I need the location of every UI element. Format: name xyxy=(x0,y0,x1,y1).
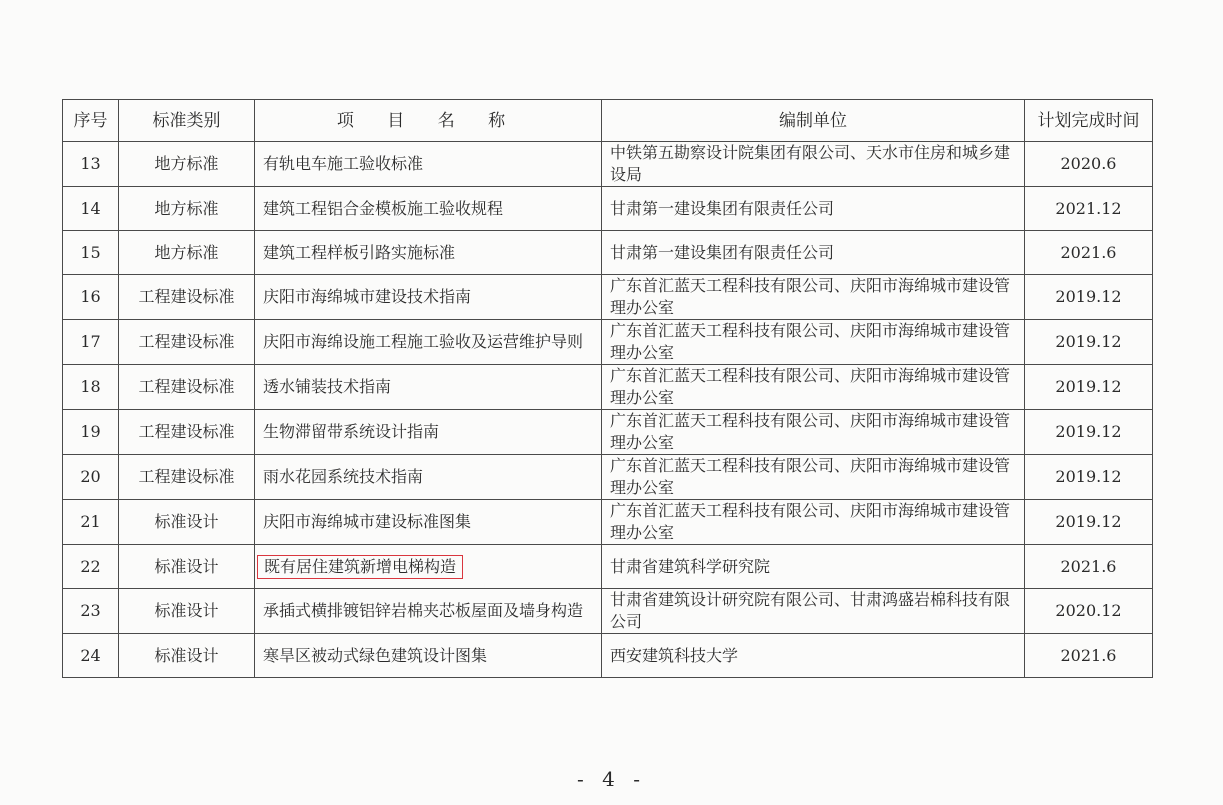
cell-date: 2019.12 xyxy=(1025,320,1153,365)
table-row xyxy=(63,545,1153,589)
header-name xyxy=(255,100,602,142)
cell-org: 甘肃第一建设集团有限责任公司 xyxy=(602,231,1025,275)
cell-seq: 14 xyxy=(63,187,119,231)
cell-category: 标准设计 xyxy=(119,545,255,589)
cell-category: 标准设计 xyxy=(119,634,255,678)
cell-name: 有轨电车施工验收标准 xyxy=(255,142,602,187)
cell-seq: 22 xyxy=(63,545,119,589)
cell-date: 2019.12 xyxy=(1025,455,1153,500)
cell-org: 中铁第五勘察设计院集团有限公司、天水市住房和城乡建设局 xyxy=(602,142,1025,187)
page-number: - 4 - xyxy=(577,767,646,791)
cell-category: 地方标准 xyxy=(119,142,255,187)
table-row xyxy=(63,275,1153,320)
cell-category: 工程建设标准 xyxy=(119,320,255,365)
cell-org: 广东首汇蓝天工程科技有限公司、庆阳市海绵城市建设管理办公室 xyxy=(602,500,1025,545)
cell-category: 地方标准 xyxy=(119,187,255,231)
table-row xyxy=(63,455,1153,500)
table-row xyxy=(63,410,1153,455)
cell-seq: 13 xyxy=(63,142,119,187)
cell-category: 工程建设标准 xyxy=(119,275,255,320)
cell-name xyxy=(255,545,602,589)
cell-name: 庆阳市海绵城市建设技术指南 xyxy=(255,275,602,320)
cell-org: 甘肃省建筑设计研究院有限公司、甘肃鸿盛岩棉科技有限公司 xyxy=(602,589,1025,634)
table-header-row xyxy=(63,100,1153,142)
cell-seq: 15 xyxy=(63,231,119,275)
cell-name: 雨水花园系统技术指南 xyxy=(255,455,602,500)
cell-category: 标准设计 xyxy=(119,589,255,634)
cell-seq: 18 xyxy=(63,365,119,410)
cell-seq: 19 xyxy=(63,410,119,455)
cell-name: 庆阳市海绵设施工程施工验收及运营维护导则 xyxy=(255,320,602,365)
cell-name: 庆阳市海绵城市建设标准图集 xyxy=(255,500,602,545)
table-row xyxy=(63,187,1153,231)
cell-date: 2021.6 xyxy=(1025,545,1153,589)
header-name-label: 项 目 名 称 xyxy=(336,110,520,131)
cell-org: 广东首汇蓝天工程科技有限公司、庆阳市海绵城市建设管理办公室 xyxy=(602,365,1025,410)
cell-org: 广东首汇蓝天工程科技有限公司、庆阳市海绵城市建设管理办公室 xyxy=(602,455,1025,500)
cell-date: 2020.12 xyxy=(1025,589,1153,634)
highlighted-item-name: 既有居住建筑新增电梯构造 xyxy=(257,555,463,579)
cell-date: 2021.6 xyxy=(1025,634,1153,678)
cell-name: 建筑工程铝合金模板施工验收规程 xyxy=(255,187,602,231)
cell-category: 工程建设标准 xyxy=(119,455,255,500)
cell-name: 透水铺装技术指南 xyxy=(255,365,602,410)
cell-seq: 24 xyxy=(63,634,119,678)
cell-org: 甘肃第一建设集团有限责任公司 xyxy=(602,187,1025,231)
table-row xyxy=(63,142,1153,187)
table-row xyxy=(63,634,1153,678)
standards-table xyxy=(62,99,1153,678)
header-date: 计划完成时间 xyxy=(1025,100,1153,142)
cell-date: 2020.6 xyxy=(1025,142,1153,187)
cell-category: 工程建设标准 xyxy=(119,410,255,455)
cell-org: 甘肃省建筑科学研究院 xyxy=(602,545,1025,589)
cell-category: 地方标准 xyxy=(119,231,255,275)
table-row xyxy=(63,231,1153,275)
table-row xyxy=(63,365,1153,410)
table-row xyxy=(63,500,1153,545)
cell-date: 2021.12 xyxy=(1025,187,1153,231)
cell-org: 西安建筑科技大学 xyxy=(602,634,1025,678)
table-row xyxy=(63,320,1153,365)
cell-seq: 17 xyxy=(63,320,119,365)
cell-name: 生物滞留带系统设计指南 xyxy=(255,410,602,455)
cell-seq: 21 xyxy=(63,500,119,545)
cell-seq: 16 xyxy=(63,275,119,320)
cell-category: 工程建设标准 xyxy=(119,365,255,410)
cell-date: 2019.12 xyxy=(1025,365,1153,410)
cell-org: 广东首汇蓝天工程科技有限公司、庆阳市海绵城市建设管理办公室 xyxy=(602,410,1025,455)
cell-name: 寒旱区被动式绿色建筑设计图集 xyxy=(255,634,602,678)
cell-category: 标准设计 xyxy=(119,500,255,545)
table-row xyxy=(63,589,1153,634)
header-seq: 序号 xyxy=(63,100,119,142)
cell-date: 2021.6 xyxy=(1025,231,1153,275)
cell-date: 2019.12 xyxy=(1025,275,1153,320)
cell-name: 建筑工程样板引路实施标准 xyxy=(255,231,602,275)
header-org: 编制单位 xyxy=(602,100,1025,142)
cell-seq: 20 xyxy=(63,455,119,500)
cell-name: 承插式横排镀铝锌岩棉夹芯板屋面及墙身构造 xyxy=(255,589,602,634)
cell-date: 2019.12 xyxy=(1025,500,1153,545)
header-category: 标准类别 xyxy=(119,100,255,142)
cell-org: 广东首汇蓝天工程科技有限公司、庆阳市海绵城市建设管理办公室 xyxy=(602,320,1025,365)
cell-date: 2019.12 xyxy=(1025,410,1153,455)
cell-seq: 23 xyxy=(63,589,119,634)
cell-org: 广东首汇蓝天工程科技有限公司、庆阳市海绵城市建设管理办公室 xyxy=(602,275,1025,320)
